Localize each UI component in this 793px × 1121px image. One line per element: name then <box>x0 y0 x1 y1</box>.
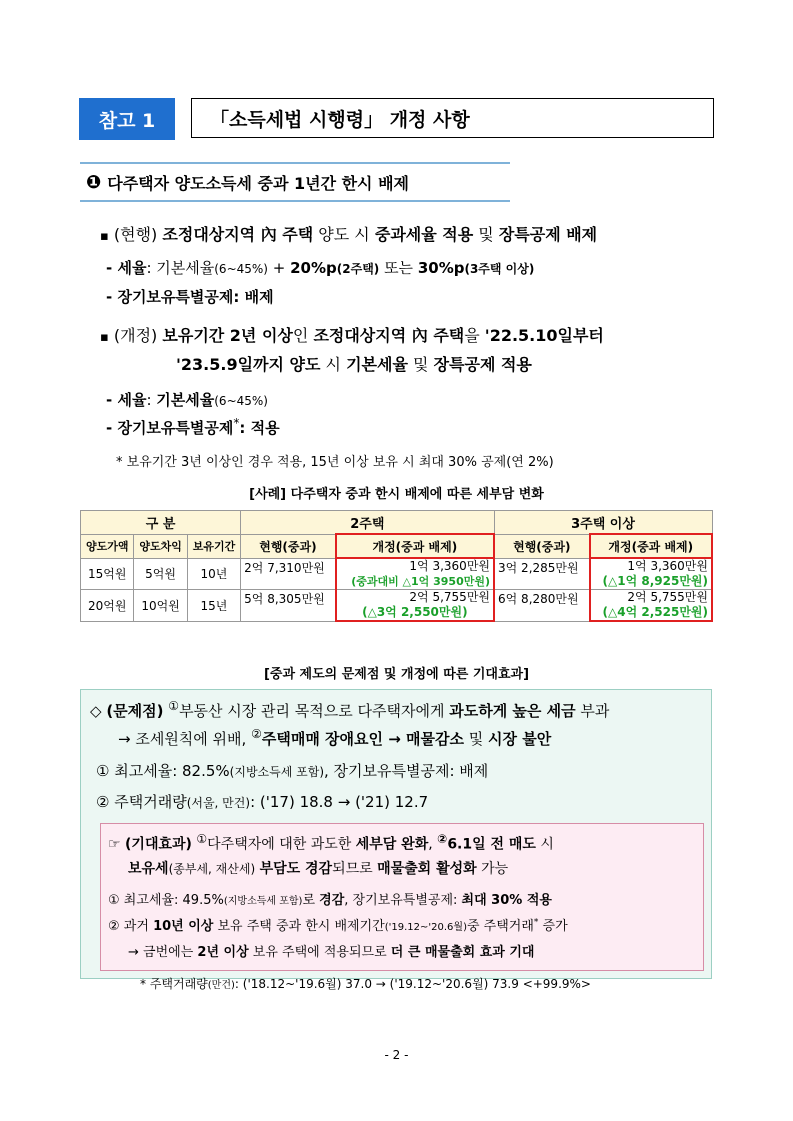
current-rate <box>106 257 534 278</box>
revised-text: 인 <box>292 326 309 345</box>
table-sub-header: 개정(중과 배제) <box>590 534 712 558</box>
circled-number: ① <box>196 832 208 846</box>
table-cell: 10억원 <box>134 590 187 622</box>
revised-text: '22.5.10일부터 <box>484 326 604 345</box>
expected-item-1 <box>108 889 552 908</box>
rate-text: 기본세율 <box>156 391 215 409</box>
current-text: 장특공제 배제 <box>498 225 598 244</box>
expected-item-3 <box>128 941 534 960</box>
expected-footnote <box>140 975 591 992</box>
problem-item-text: : ('17) 18.8 → ('21) 12.7 <box>250 793 429 811</box>
table-cell <box>590 590 712 622</box>
table-caption: [사례] 다주택자 중과 한시 배제에 따른 세부담 변화 <box>249 487 544 502</box>
rate-note: (2주택) <box>336 262 380 276</box>
revised-text: 을 <box>464 326 480 345</box>
rate-text: 30%p <box>417 259 465 277</box>
page-number: - 2 - <box>384 1048 409 1062</box>
table-cell-diff: (△3억 2,550만원) <box>362 605 468 619</box>
revised-text: 기본세율 <box>346 355 408 374</box>
table-cell: 15억원 <box>81 558 134 590</box>
rate-text: 또는 <box>384 259 414 277</box>
rate-colon: : <box>146 259 152 277</box>
table-cell <box>336 590 494 622</box>
circled-number: ② <box>437 832 448 846</box>
circled-number: ② <box>251 727 262 741</box>
table-header-row <box>81 511 713 535</box>
effects-caption: [중과 제도의 문제점 및 개정에 따른 기대효과] <box>263 667 530 682</box>
table-sub-header: 현행(중과) <box>494 534 590 558</box>
problem-item-1 <box>96 760 488 781</box>
table-sub-header: 양도차익 <box>134 534 187 558</box>
expected-text: 매물출회 활성화 <box>377 861 477 877</box>
footnote-text: : ('18.12~'19.6월) 37.0 → ('19.12~'20.6월) 73.9 <+99.9%> <box>234 977 591 991</box>
revised-rate <box>106 389 268 410</box>
table-subheader-row <box>81 534 713 558</box>
revised-text: 장특공제 적용 <box>433 355 532 374</box>
expected-text: 보유세 <box>128 861 169 877</box>
section-heading <box>80 162 510 202</box>
expected-line-1 <box>108 832 554 854</box>
current-line <box>100 222 597 245</box>
problem-text: 과도하게 높은 세금 <box>449 702 576 720</box>
problem-label: (문제점) <box>106 702 164 720</box>
circled-number: ① <box>96 762 110 780</box>
footnote: * 보유기간 3년 이상인 경우 적용, 15년 이상 보유 시 최대 30% 공제(연 2%) <box>116 455 554 470</box>
rate-range: (6~45%) <box>214 394 268 408</box>
circled-number: ① <box>168 699 180 713</box>
expected-item-text: 로 <box>302 893 316 908</box>
current-prefix: (현행) <box>113 225 158 244</box>
section-title: 다주택자 양도소득세 중과 1년간 한시 배제 <box>107 173 409 193</box>
table-group-header: 구 분 <box>81 511 241 535</box>
revised-ltd <box>106 416 280 438</box>
table-cell: 10년 <box>187 558 240 590</box>
table-cell-value: 2억 5,755만원 <box>627 590 708 604</box>
expected-text: 가능 <box>481 861 509 877</box>
expected-item-note: (지방소득세 포함) <box>223 896 303 907</box>
problem-item-note: (지방소득세 포함) <box>229 765 324 779</box>
reference-badge: 참고 1 <box>79 98 175 140</box>
circled-number: ① <box>108 893 120 908</box>
ltd-value: : 적용 <box>239 419 280 437</box>
table-cell-value: 1억 3,360만원 <box>627 559 708 573</box>
expected-item-text: 증가 <box>542 919 568 934</box>
expected-item-text: 보유 주택에 적용되므로 <box>252 945 387 960</box>
expected-label: (기대효과) <box>125 836 192 853</box>
current-text: 및 <box>478 225 494 244</box>
revised-text: 보유기간 2년 이상 <box>162 326 293 345</box>
problem-text: 부과 <box>580 702 610 720</box>
expected-text: 되므로 <box>332 861 373 877</box>
table-cell: 20억원 <box>81 590 134 622</box>
table-sub-header: 보유기간 <box>187 534 240 558</box>
square-bullet-icon: ▪ <box>100 330 109 345</box>
expected-item-text: 과거 <box>123 919 149 934</box>
expected-item-text: 최고세율: 49.5% <box>123 893 224 908</box>
expected-text: 6.1일 전 매도 <box>447 836 536 853</box>
table-cell: 5억 8,305만원 <box>241 590 336 622</box>
table-sub-header: 양도가액 <box>81 534 134 558</box>
table-group-header: 2주택 <box>241 511 494 535</box>
footnote-mark: * <box>533 917 539 928</box>
table-cell <box>590 558 712 590</box>
problem-line-1 <box>90 699 609 721</box>
revised-text: 조정대상지역 內 주택 <box>313 326 465 345</box>
problem-item-2 <box>96 791 428 812</box>
current-text: 중과세율 적용 <box>374 225 474 244</box>
problem-item-text: 최고세율: 82.5% <box>114 762 230 780</box>
revised-prefix: (개정) <box>113 326 158 345</box>
rate-label: - 세율 <box>106 259 147 277</box>
problem-text: 시장 불안 <box>488 730 552 748</box>
rate-colon: : <box>146 391 152 409</box>
expected-item-note: ('19.12~'20.6월) <box>384 922 467 933</box>
ltd-value: : 배제 <box>233 288 274 306</box>
problem-item-text: , 장기보유특별공제: 배제 <box>324 762 489 780</box>
expected-text: 다주택자에 대한 과도한 <box>207 836 352 853</box>
expected-text: 시 <box>540 836 554 853</box>
section-bullet-icon: ❶ <box>86 171 102 193</box>
expected-item-text: 최대 30% 적용 <box>461 893 552 908</box>
rate-label: - 세율 <box>106 391 147 409</box>
problem-text: → 조세원칙에 위배, <box>118 730 247 748</box>
revised-text: 및 <box>413 355 429 374</box>
table-sub-header: 개정(중과 배제) <box>336 534 494 558</box>
expected-item-text: 더 큰 매물출회 효과 기대 <box>390 945 535 960</box>
problem-item-note: (서울, 만건) <box>186 796 251 810</box>
table-cell-value: 1억 3,360만원 <box>409 559 491 573</box>
revised-line-1 <box>100 323 604 346</box>
ltd-label: - 장기보유특별공제 <box>106 419 234 437</box>
footnote-mark: * <box>233 416 240 430</box>
expected-item-text: 2년 이상 <box>197 945 249 960</box>
expected-line-2 <box>128 858 508 878</box>
table-group-header: 3주택 이상 <box>494 511 712 535</box>
circled-number: ② <box>96 793 110 811</box>
table-cell: 2억 7,310만원 <box>241 558 336 590</box>
expected-text: , <box>428 836 433 853</box>
rate-text: 20%p <box>290 259 337 277</box>
problem-text: 부동산 시장 관리 목적으로 다주택자에게 <box>179 702 445 720</box>
table-cell-diff: (△4억 2,525만원) <box>602 605 708 619</box>
problem-text: 및 <box>468 730 484 748</box>
ltd-label: - 장기보유특별공제 <box>106 288 234 306</box>
rate-note: (3주택 이상) <box>464 262 535 276</box>
table-sub-header: 현행(중과) <box>241 534 336 558</box>
current-ltd <box>106 286 274 307</box>
case-table <box>80 510 713 622</box>
expected-note: (종부세, 재산세) <box>168 862 256 876</box>
current-text: 조정대상지역 內 주택 <box>162 225 314 244</box>
square-bullet-icon: ▪ <box>100 229 109 244</box>
diamond-icon: ◇ <box>90 702 102 720</box>
expected-item-text: → 금번에는 <box>128 945 194 960</box>
expected-item-text: 경감 <box>319 893 345 908</box>
rate-text: 기본세율 <box>156 259 215 277</box>
expected-item-text: 보유 주택 중과 한시 배제기간 <box>217 919 385 934</box>
page-title <box>191 98 714 138</box>
table-cell-diff: (△1억 8,925만원) <box>602 574 708 588</box>
table-row <box>81 558 713 590</box>
table-cell: 15년 <box>187 590 240 622</box>
expected-item-text: 10년 이상 <box>153 919 214 934</box>
expected-item-text: , 장기보유특별공제: <box>344 893 458 908</box>
footnote-note: (만건) <box>207 980 235 991</box>
revised-text: 시 <box>325 355 341 374</box>
expected-text: 부담도 경감 <box>259 861 333 877</box>
table-cell: 5억원 <box>134 558 187 590</box>
table-cell <box>336 558 494 590</box>
problem-text: 주택매매 장애요인 → 매물감소 <box>261 730 464 748</box>
table-row <box>81 590 713 622</box>
expected-item-text: 중 주택거래 <box>466 919 534 934</box>
pointing-hand-icon: ☞ <box>108 836 121 853</box>
problem-item-text: 주택거래량 <box>114 793 187 811</box>
table-cell-diff: (중과대비 △1억 3950만원) <box>351 575 491 588</box>
circled-number: ② <box>108 919 120 934</box>
revised-line-2 <box>176 352 532 375</box>
expected-item-2 <box>108 915 568 934</box>
table-cell-value: 2억 5,755만원 <box>409 590 491 604</box>
current-text: 양도 시 <box>318 225 370 244</box>
table-cell: 3억 2,285만원 <box>494 558 590 590</box>
footnote-text: * 주택거래량 <box>140 977 208 991</box>
problem-line-2 <box>118 727 551 749</box>
expected-text: 세부담 완화 <box>355 836 429 853</box>
revised-text: '23.5.9일까지 양도 <box>176 355 321 374</box>
page-title-text: 「소득세법 시행령」 개정 사항 <box>210 108 470 131</box>
rate-range: (6~45%) <box>214 262 268 276</box>
table-cell: 6억 8,280만원 <box>494 590 590 622</box>
rate-text: + <box>272 259 286 277</box>
